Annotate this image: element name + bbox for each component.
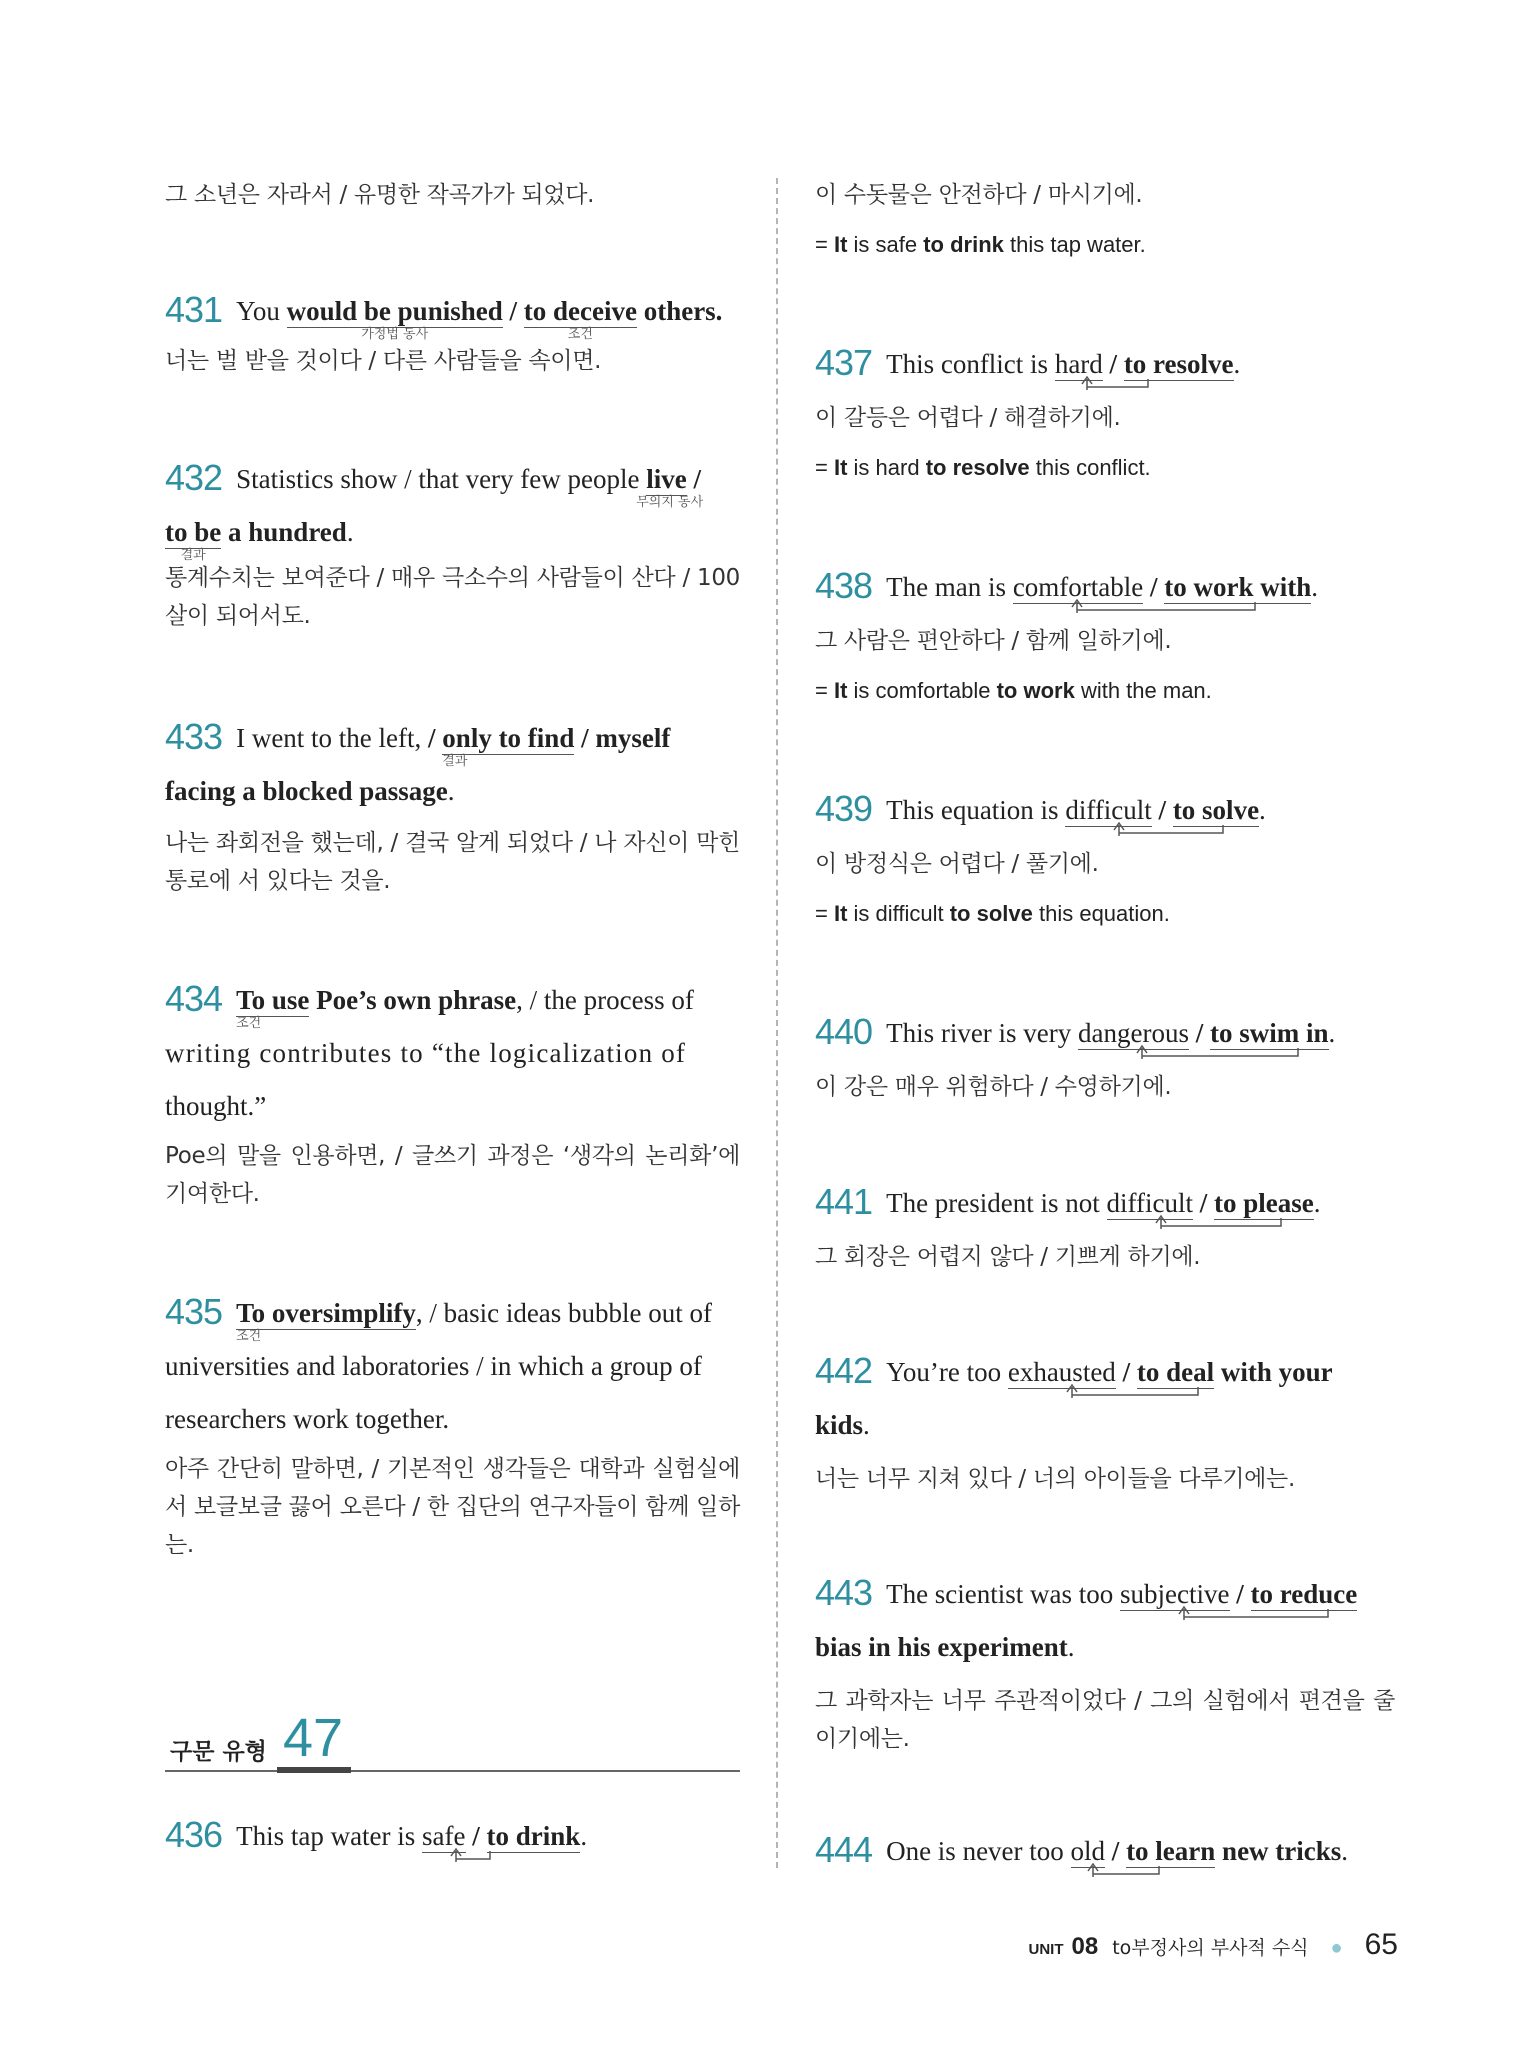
translation: 이 강은 매우 위험하다 / 수영하기에.	[815, 1074, 1172, 1100]
paraphrase: = It is hard to resolve this conflict.	[815, 455, 1151, 480]
unit-number: 08	[1071, 1933, 1099, 1960]
item-number: 439	[815, 788, 873, 829]
sentence-444: 444 One is never too old / to learn new tricks.	[815, 1823, 1395, 1878]
item-number: 434	[165, 978, 223, 1019]
underlined-phrase: safe	[422, 1821, 466, 1851]
underlined-phrase: would be punished 가정법 동사	[286, 296, 503, 342]
item-number: 435	[165, 1291, 223, 1332]
section-number: 47	[277, 1709, 351, 1773]
grammar-annotation: 조건	[236, 1329, 262, 1344]
grammar-annotation: 조건	[236, 1016, 262, 1031]
item-number: 440	[815, 1011, 873, 1052]
translation: 이 방정식은 어렵다 / 풀기에.	[815, 851, 1099, 877]
translation: 너는 너무 지쳐 있다 / 너의 아이들을 다루기에는.	[815, 1466, 1295, 1492]
sentence-443: 443 The scientist was too subjective / to reduce bias in his experiment. 그 과학자는 너무 주관적이었다 / 그의 실험에서 편견을 줄이기에는.	[815, 1566, 1395, 1758]
reference-arrow	[1115, 820, 1275, 844]
grammar-annotation: 가정법 동사	[361, 327, 429, 342]
sentence-437: 437 This conflict is hard / to resolve . 이 갈등은 어렵다 / 해결하기에. = It is hard to resolve this conflict.	[815, 336, 1395, 481]
translation: 그 과학자는 너무 주관적이었다 / 그의 실험에서 편견을 줄이기에는.	[815, 1688, 1395, 1752]
connector: difficult / to solve	[1065, 784, 1259, 837]
item-number: 431	[165, 289, 223, 330]
sentence-442: 442 You’re too exhausted / to deal with your kids. 너는 너무 지쳐 있다 / 너의 아이들을 다루기에는.	[815, 1344, 1395, 1498]
sentence-434: 434 To use 조건 Poe’s own phrase, / the process of writing contributes to “the logicalization of thought.” Poe의 말을 인용하면, / 글쓰기 과정은 ‘생각의 논리화’에 기여한다.	[165, 972, 740, 1213]
grammar-annotation: 결과	[180, 548, 206, 563]
paraphrase: = It is comfortable to work with the man.	[815, 678, 1212, 703]
connector: comfortable / to work with	[1013, 561, 1311, 614]
translation: 너는 벌 받을 것이다 / 다른 사람들을 속이면.	[165, 348, 602, 374]
item-number: 441	[815, 1181, 873, 1222]
sentence-436: 436 This tap water is safe / to drink .	[165, 1808, 740, 1863]
connector: dangerous / to swim in	[1078, 1007, 1329, 1060]
reference-arrow	[452, 1846, 542, 1870]
page-footer	[1028, 1928, 1398, 1962]
translation: 이 갈등은 어렵다 / 해결하기에.	[815, 405, 1121, 431]
reference-arrow	[1138, 1043, 1358, 1067]
translation: 그 사람은 편안하다 / 함께 일하기에.	[815, 628, 1172, 654]
connector: difficult / to please	[1107, 1177, 1314, 1230]
intro-translation: 그 소년은 자라서 / 유명한 작곡가가 되었다.	[165, 182, 595, 208]
item-number: 432	[165, 457, 223, 498]
reference-arrow	[1068, 1382, 1268, 1406]
translation: 이 수돗물은 안전하다 / 마시기에.	[815, 182, 1143, 208]
underlined-phrase: to deceive 조건	[523, 296, 637, 342]
sentence-435: 435 To oversimplify 조건 , / basic ideas bubble out of universities and laboratories / in which a group of researchers work together. 아주 간단히 말하면, / 기본적인 생각들은 대학과 실험실에서 보글보글 끓어 오른다 / 한 집단의 연구자들이 함께 일하는.	[165, 1285, 740, 1564]
grammar-annotation: 조건	[567, 327, 593, 342]
item-number: 444	[815, 1829, 873, 1870]
sentence-431: 431 You would be punished 가정법 동사 / to deceive 조건 others. 너는 벌 받을 것이다 / 다른 사람들을 속이면.	[165, 283, 740, 380]
item-number: 438	[815, 565, 873, 606]
translation: Poe의 말을 인용하면, / 글쓰기 과정은 ‘생각의 논리화’에 기여한다.	[165, 1143, 740, 1207]
sentence-441: 441 The president is not difficult / to please . 그 회장은 어렵지 않다 / 기쁘게 하기에.	[815, 1175, 1395, 1276]
reference-arrow	[1073, 597, 1293, 621]
connector: safe / to drink	[422, 1810, 580, 1863]
translation: 나는 좌회전을 했는데, / 결국 알게 되었다 / 나 자신이 막힌 통로에 서 있다는 것을.	[165, 830, 740, 894]
unit-label: UNIT	[1028, 1941, 1064, 1958]
sentence-433: 433 I went to the left, / only to find 결과 / myself facing a blocked passage. 나는 좌회전을 했는데, / 결국 알게 되었다 / 나 자신이 막힌 통로에 서 있다는 것을.	[165, 710, 740, 900]
underlined-phrase: to drink	[486, 1821, 581, 1851]
bullet-icon: ●	[1330, 1937, 1343, 1959]
page-number: 65	[1364, 1928, 1398, 1961]
connector: old / to learn	[1071, 1825, 1216, 1878]
connector: hard / to resolve	[1055, 338, 1234, 391]
item-number: 436	[165, 1814, 223, 1855]
paraphrase: = It is safe to drink this tap water.	[815, 232, 1146, 257]
underlined-phrase: only to find 결과	[442, 723, 575, 769]
underlined-phrase: To use 조건	[236, 985, 310, 1031]
unit-title: to부정사의 부사적 수식	[1112, 1937, 1309, 1959]
grammar-annotation: 무의지 동사	[636, 495, 704, 510]
reference-arrow	[1157, 1213, 1357, 1237]
section-label: 구문 유형	[170, 1739, 267, 1765]
item-number: 433	[165, 716, 223, 757]
item-number: 437	[815, 342, 873, 383]
underlined-phrase: live 무의지 동사	[646, 463, 687, 496]
underlined-phrase: To oversimplify 조건	[236, 1298, 416, 1344]
connector: exhausted / to deal	[1008, 1346, 1214, 1399]
translation: 그 회장은 어렵지 않다 / 기쁘게 하기에.	[815, 1244, 1201, 1270]
reference-arrow	[1089, 1861, 1239, 1885]
column-divider	[776, 178, 778, 1868]
sentence-439: 439 This equation is difficult / to solve . 이 방정식은 어렵다 / 풀기에. = It is difficult to solve this equation.	[815, 782, 1395, 927]
item-number: 443	[815, 1572, 873, 1613]
grammar-annotation: 결과	[442, 754, 468, 769]
translation: 통계수치는 보여준다 / 매우 극소수의 사람들이 산다 / 100살이 되어서도.	[165, 565, 740, 629]
sentence-432: 432 Statistics show / that very few people live 무의지 동사 / to be 결과 a hundred. 통계수치는 보여준다 / 매우 극소수의 사람들이 산다 / 100살이 되어서도.	[165, 451, 740, 635]
sentence-438: 438 The man is comfortable / to work with . 그 사람은 편안하다 / 함께 일하기에. = It is comfortable to work with the man.	[815, 559, 1395, 704]
paraphrase: = It is difficult to solve this equation.	[815, 901, 1170, 926]
underlined-phrase: to be 결과	[165, 517, 222, 563]
item-number: 442	[815, 1350, 873, 1391]
sentence-440: 440 This river is very dangerous / to swim in . 이 강은 매우 위험하다 / 수영하기에.	[815, 1005, 1395, 1106]
translation: 아주 간단히 말하면, / 기본적인 생각들은 대학과 실험실에서 보글보글 끓어 오른다 / 한 집단의 연구자들이 함께 일하는.	[165, 1456, 740, 1558]
connector: subjective / to reduce	[1120, 1568, 1357, 1621]
reference-arrow	[1083, 374, 1203, 398]
reference-arrow	[1180, 1604, 1380, 1628]
section-heading	[165, 1700, 740, 1772]
